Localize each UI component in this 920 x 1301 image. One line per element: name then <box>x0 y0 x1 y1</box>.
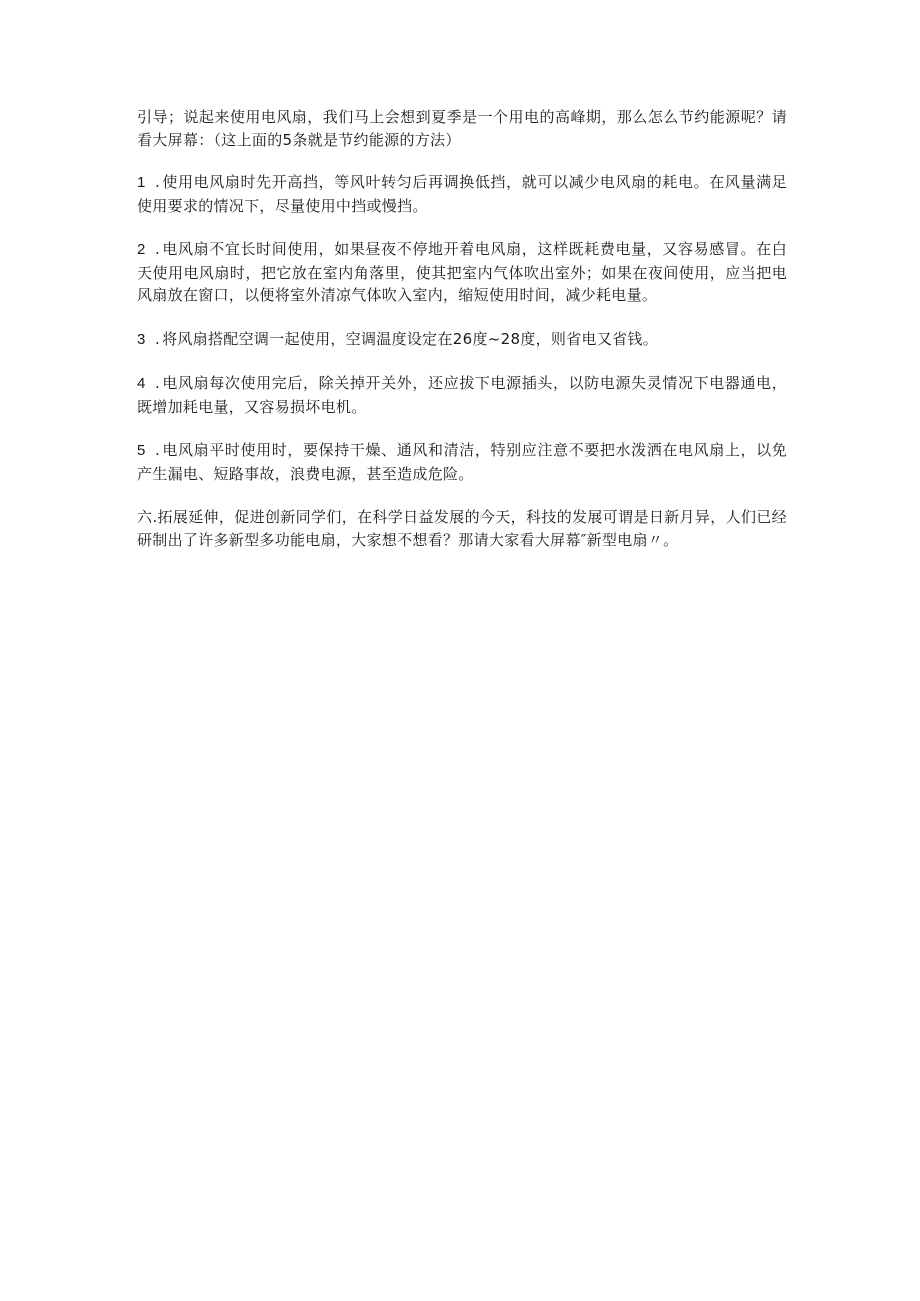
item-text: 将风扇搭配空调一起使用，空调温度设定在26度~28度，则省电又省钱。 <box>162 329 659 348</box>
item-number: 2 <box>137 241 146 258</box>
item-dot: . <box>155 329 161 348</box>
item-dot: . <box>155 173 161 191</box>
item-dot: . <box>155 240 161 258</box>
list-item <box>137 328 787 352</box>
item-text: 使用电风扇时先开高挡，等风叶转匀后再调换低挡，就可以减少电风扇的耗电。在风量满足使用要求的情况下，尽量使用中挡或慢挡。 <box>137 173 787 215</box>
list-item <box>137 439 787 485</box>
list-item <box>137 372 787 418</box>
document-page <box>137 106 787 572</box>
item-number: 5 <box>137 442 146 459</box>
list-item <box>137 238 787 307</box>
item-number: 1 <box>137 174 146 191</box>
item-number: 3 <box>137 330 146 348</box>
item-text: 电风扇不宜长时间使用，如果昼夜不停地开着电风扇，这样既耗费电量，又容易感冒。在白天使用电风扇时，把它放在室内角落里，使其把室内气体吹出室外；如果在夜间使用，应当把电风扇放在窗口，以便将室外清凉气体吹入室内，缩短使用时间，减少耗电量。 <box>137 240 787 304</box>
item-number: 4 <box>137 375 146 392</box>
intro-paragraph: 引导；说起来使用电风扇，我们马上会想到夏季是一个用电的高峰期，那么怎么节约能源呢？请看大屏幕：（这上面的5条就是节约能源的方法） <box>137 108 787 149</box>
item-dot: . <box>155 374 161 392</box>
item-text: 电风扇平时使用时，要保持干燥、通风和清洁，特别应注意不要把水泼洒在电风扇上，以免产生漏电、短路事故，浪费电源，甚至造成危险。 <box>137 441 787 483</box>
list-item <box>137 171 787 217</box>
closing-paragraph: 六.拓展延伸，促进创新同学们，在科学日益发展的今天，科技的发展可谓是日新月异，人们已经研制出了许多新型多功能电扇，大家想不想看？那请大家看大屏幕″新型电扇〃。 <box>137 508 787 549</box>
item-text: 电风扇每次使用完后，除关掉开关外，还应拔下电源插头，以防电源失灵情况下电器通电，既增加耗电量，又容易损坏电机。 <box>137 374 787 416</box>
item-dot: . <box>155 441 161 459</box>
